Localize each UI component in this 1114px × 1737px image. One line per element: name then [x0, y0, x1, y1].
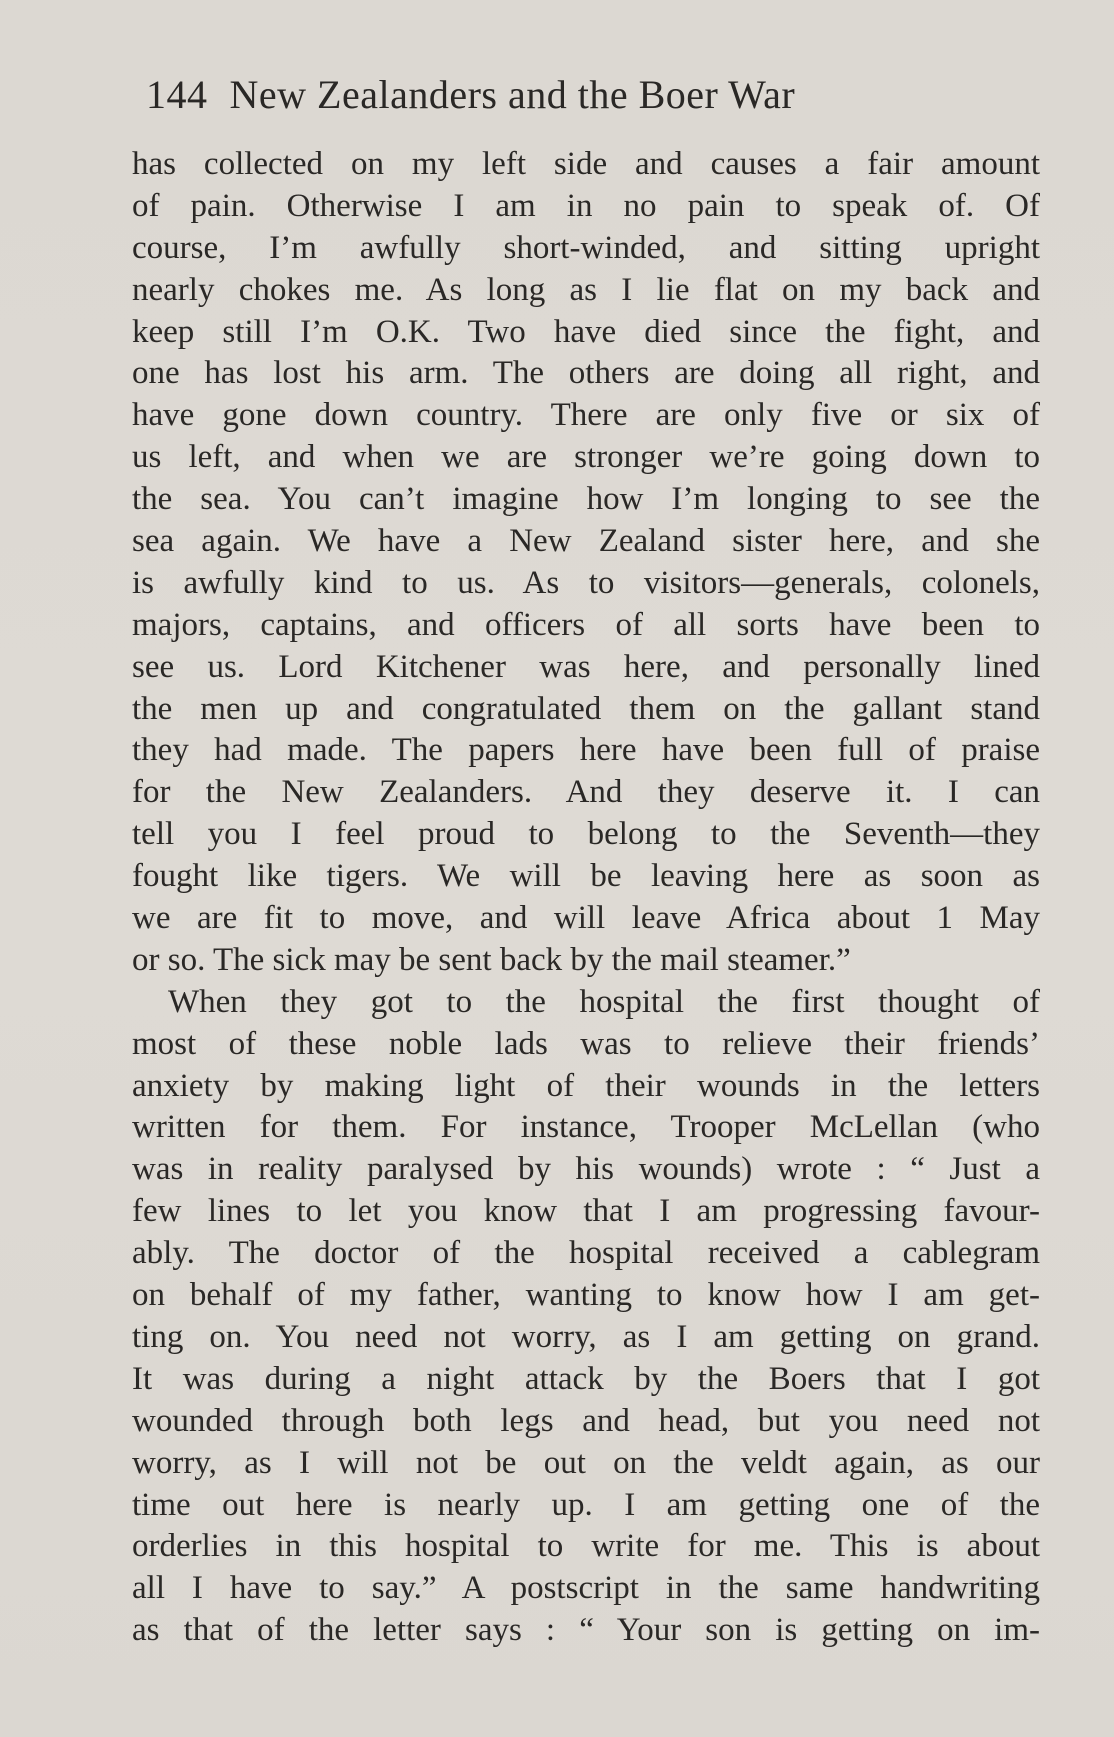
text-line: few lines to let you know that I am progressing favour-	[132, 1193, 1040, 1230]
text-line: as that of the letter says : “ Your son is getting on im-	[132, 1612, 1040, 1649]
text-line: keep still I’m O.K. Two have died since the fight, and	[132, 313, 1040, 350]
text-line: or so. The sick may be sent back by the mail steamer.”	[132, 941, 851, 978]
text-line: the sea. You can’t imagine how I’m longing to see the	[132, 481, 1040, 518]
text-line: see us. Lord Kitchener was here, and personally lined	[132, 648, 1040, 685]
text-line: was in reality paralysed by his wounds) wrote : “ Just a	[132, 1151, 1040, 1188]
text-line: orderlies in this hospital to write for me. This is about	[132, 1528, 1040, 1565]
text-line: one has lost his arm. The others are doing all right, and	[132, 355, 1040, 392]
text-line: When they got to the hospital the first thought of	[168, 983, 1040, 1020]
text-line: have gone down country. There are only five or six of	[132, 397, 1040, 434]
text-line: wounded through both legs and head, but you need not	[132, 1402, 1040, 1439]
text-line: anxiety by making light of their wounds in the letters	[132, 1067, 1040, 1104]
running-title: New Zealanders and the Boer War	[229, 72, 796, 117]
text-line: fought like tigers. We will be leaving here as soon as	[132, 858, 1040, 895]
text-line: nearly chokes me. As long as I lie flat on my back and	[132, 271, 1040, 308]
text-line: for the New Zealanders. And they deserve it. I can	[132, 774, 1040, 811]
text-line: the men up and congratulated them on the gallant stand	[132, 690, 1040, 727]
text-line: most of these noble lads was to relieve their friends’	[132, 1025, 1040, 1062]
text-line: they had made. The papers here have been full of praise	[132, 732, 1040, 769]
text-line: we are fit to move, and will leave Africa about 1 May	[132, 900, 1040, 937]
text-line: ting on. You need not worry, as I am getting on grand.	[132, 1318, 1040, 1355]
text-line: of pain. Otherwise I am in no pain to speak of. Of	[132, 187, 1040, 224]
text-line: sea again. We have a New Zealand sister here, and she	[132, 523, 1040, 560]
text-line: tell you I feel proud to belong to the Seventh—they	[132, 816, 1040, 853]
text-line: It was during a night attack by the Boers that I got	[132, 1360, 1040, 1397]
text-line: course, I’m awfully short-winded, and sitting upright	[132, 229, 1040, 266]
text-line: all I have to say.” A postscript in the same handwriting	[132, 1570, 1040, 1607]
text-line: majors, captains, and officers of all sorts have been to	[132, 606, 1040, 643]
text-line: is awfully kind to us. As to visitors—generals, colonels,	[132, 564, 1040, 601]
text-line: has collected on my left side and causes a fair amount	[132, 146, 1040, 182]
running-head	[146, 70, 986, 120]
text-line: us left, and when we are stronger we’re going down to	[132, 439, 1040, 476]
text-line: worry, as I will not be out on the veldt again, as our	[132, 1444, 1040, 1481]
page-number: 144	[146, 72, 208, 117]
body-text	[132, 144, 1040, 1652]
text-line: written for them. For instance, Trooper McLellan (who	[132, 1109, 1040, 1146]
text-line: on behalf of my father, wanting to know how I am get-	[132, 1277, 1040, 1314]
text-line: time out here is nearly up. I am getting one of the	[132, 1486, 1040, 1523]
text-line: ably. The doctor of the hospital received a cablegram	[132, 1235, 1040, 1272]
